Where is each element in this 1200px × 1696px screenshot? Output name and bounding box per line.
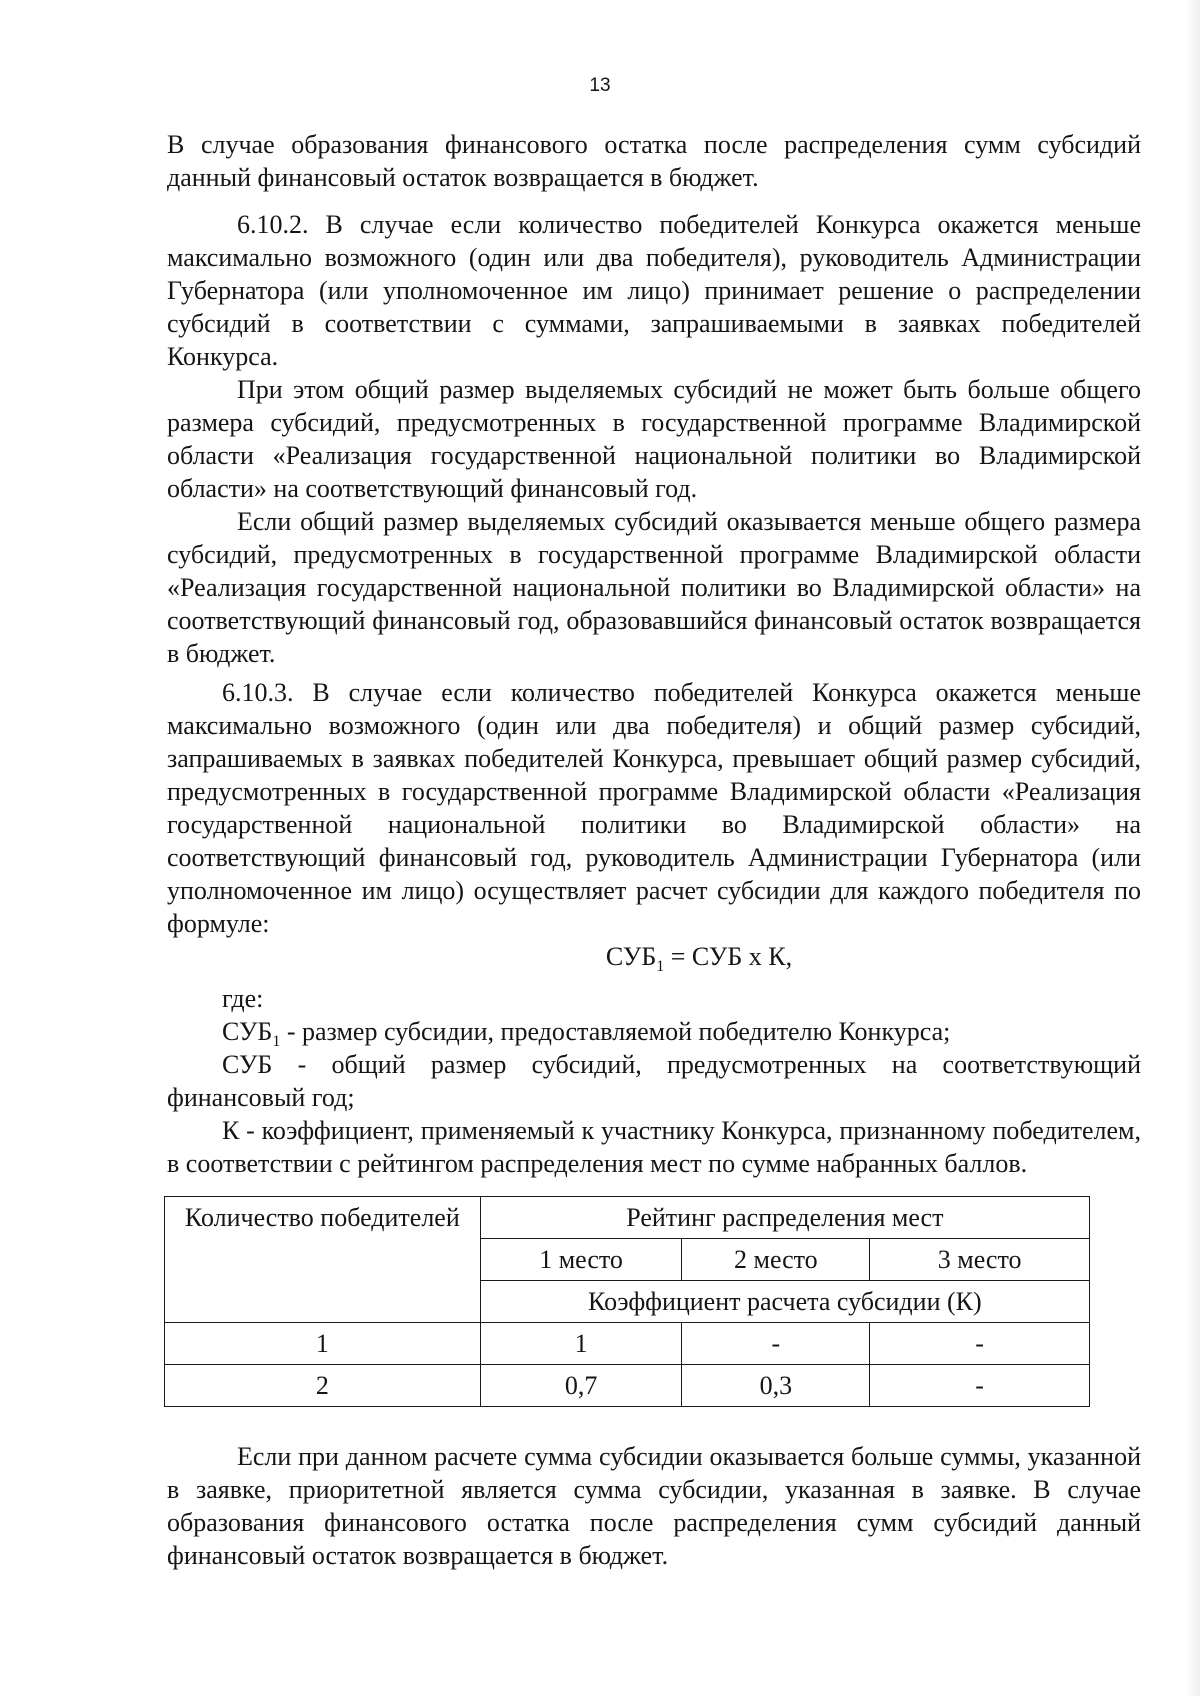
definition-k: К - коэффициент, применяемый к участнику Конкурса, признанному победителем, в соответствии с рейтингом распределения мест по сумме набранных баллов. <box>167 1116 1141 1178</box>
definition-sub1-text: - размер субсидии, предоставляемой победителю Конкурса; <box>280 1017 951 1046</box>
table-cell-coef-1: 1 <box>480 1323 682 1365</box>
table-cell-winners: 1 <box>165 1323 481 1365</box>
text-block-intro <box>167 128 1141 194</box>
table-cell-coef-3: - <box>870 1323 1090 1365</box>
where-label: где: <box>222 984 264 1013</box>
paragraph-remainder: Если общий размер выделяемых субсидий оказывается меньше общего размера субсидий, предусмотренных в государственной программе Владимирской области «Реализация государственной национальной политики во Владимирской области» на соответствующий финансовый год, образовавшийся финансовый остаток возвращается в бюджет. <box>167 507 1141 668</box>
paragraph-6-10-3: 6.10.3. В случае если количество победителей Конкурса окажется меньше максимально возможного (один или два победителя) и общий размер субсидий, запрашиваемых в заявках победителей Конкурса, превышает общий размер субсидий, предусмотренных в государственной программе Владимирской области «Реализация государственной национальной политики во Владимирской области» на соответствующий финансовый год, руководитель Администрации Губернатора (или уполномоченное им лицо) осуществляет расчет субсидии для каждого победителя по формуле: <box>167 678 1141 938</box>
table-cell-coef-3: - <box>870 1365 1090 1407</box>
table-cell-coef-1: 0,7 <box>480 1365 682 1407</box>
definition-sub1-term: СУБ <box>222 1017 273 1046</box>
text-block-6-10-3 <box>167 676 1141 1180</box>
formula-left: СУБ <box>605 942 657 971</box>
table-header-place-1: 1 место <box>480 1239 682 1281</box>
coefficient-table <box>164 1196 1090 1407</box>
formula-subscript: 1 <box>656 958 665 976</box>
table-row <box>165 1323 1090 1365</box>
definition-sub: СУБ - общий размер субсидий, предусмотренных на соответствующий финансовый год; <box>167 1050 1141 1112</box>
paragraph-total-limit: При этом общий размер выделяемых субсидий не может быть больше общего размера субсидий, предусмотренных в государственной программе Владимирской области «Реализация государственной национальной политики во Владимирской области» на соответствующий финансовый год. <box>167 375 1141 503</box>
paragraph-remainder-return: В случае образования финансового остатка после распределения сумм субсидий данный финансовый остаток возвращается в бюджет. <box>167 130 1141 192</box>
table-header-rating: Рейтинг распределения мест <box>480 1197 1089 1239</box>
table-cell-coef-2: - <box>682 1323 870 1365</box>
scan-edge-shadow <box>1186 0 1200 1696</box>
table-header-place-3: 3 место <box>870 1239 1090 1281</box>
paragraph-closing: Если при данном расчете сумма субсидии оказывается больше суммы, указанной в заявке, приоритетной является сумма субсидии, указанная в заявке. В случае образования финансового остатка после распределения сумм субсидий данный финансовый остаток возвращается в бюджет. <box>167 1442 1141 1570</box>
formula-right: = СУБ х К, <box>664 942 793 971</box>
table-header-winners: Количество победителей <box>165 1197 481 1323</box>
page-number: 13 <box>589 75 611 96</box>
table-header-coefficient: Коэффициент расчета субсидии (К) <box>480 1281 1089 1323</box>
text-block-closing <box>167 1440 1141 1572</box>
table-row <box>165 1365 1090 1407</box>
definition-sub1 <box>167 1015 1141 1051</box>
table-header-place-2: 2 место <box>682 1239 870 1281</box>
table-cell-coef-2: 0,3 <box>682 1365 870 1407</box>
text-block-6-10-2 <box>167 208 1141 670</box>
definition-sub1-subscript: 1 <box>272 1033 281 1051</box>
table-cell-winners: 2 <box>165 1365 481 1407</box>
paragraph-6-10-2: 6.10.2. В случае если количество победителей Конкурса окажется меньше максимально возможного (один или два победителя), руководитель Администрации Губернатора (или уполномоченное им лицо) принимает решение о распределении субсидий в соответствии с суммами, запрашиваемыми в заявках победителей Конкурса. <box>167 210 1141 371</box>
formula-line <box>257 940 1141 976</box>
